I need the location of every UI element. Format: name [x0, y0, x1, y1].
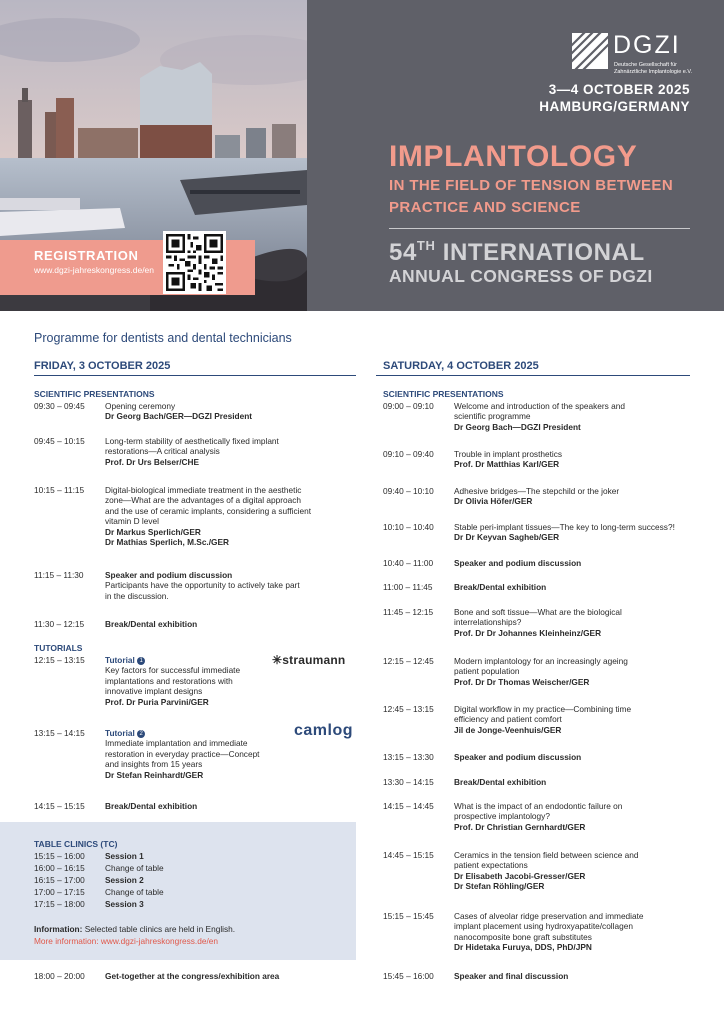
saturday-rule: [376, 375, 690, 376]
more-information-link[interactable]: More information: www.dgzi-jahreskongress.de/en: [34, 936, 218, 946]
registration-label: REGISTRATION: [34, 248, 139, 263]
table-clinics-info: Information: Selected table clinics are held in English.: [34, 924, 236, 934]
qr-code[interactable]: [163, 231, 226, 294]
header-banner: [0, 0, 724, 311]
tutorial-number-badge: 1: [137, 657, 145, 665]
event-place: HAMBURG/GERMANY: [539, 99, 690, 114]
programme-title: Programme for dentists and dental technicians: [34, 331, 292, 345]
congress-name: ANNUAL CONGRESS OF DGZI: [389, 266, 653, 286]
straumann-logo-icon: ✳: [272, 653, 283, 667]
tutorial-number-badge: 2: [137, 730, 145, 738]
dgzi-logo-subtitle: Deutsche Gesellschaft für Zahnärztliche Implantologie e.V.: [614, 62, 693, 75]
camlog-logo: camlog: [294, 722, 354, 739]
dgzi-logo: [572, 33, 692, 73]
registration-url[interactable]: www.dgzi-jahreskongress.de/en: [34, 265, 155, 275]
congress-subtitle-line2: PRACTICE AND SCIENCE: [389, 199, 581, 216]
table-clinics-label: TABLE CLINICS (TC): [34, 839, 118, 849]
congress-title: IMPLANTOLOGY: [389, 140, 638, 173]
saturday-sci-label: SCIENTIFIC PRESENTATIONS: [383, 389, 504, 399]
congress-subtitle-line1: IN THE FIELD OF TENSION BETWEEN: [389, 177, 674, 194]
dgzi-logo-icon: [572, 33, 608, 69]
header-divider: [389, 228, 690, 229]
tutorials-label: TUTORIALS: [34, 643, 83, 653]
friday-rule: [34, 375, 356, 376]
friday-sci-label: SCIENTIFIC PRESENTATIONS: [34, 389, 155, 399]
congress-edition: 54TH INTERNATIONAL: [389, 238, 645, 266]
event-date: 3—4 OCTOBER 2025: [548, 82, 690, 97]
saturday-heading: SATURDAY, 4 OCTOBER 2025: [383, 360, 539, 372]
straumann-logo: ✳straumann: [272, 653, 346, 667]
dgzi-logo-text: DGZI: [613, 31, 681, 59]
friday-heading: FRIDAY, 3 OCTOBER 2025: [34, 360, 171, 372]
